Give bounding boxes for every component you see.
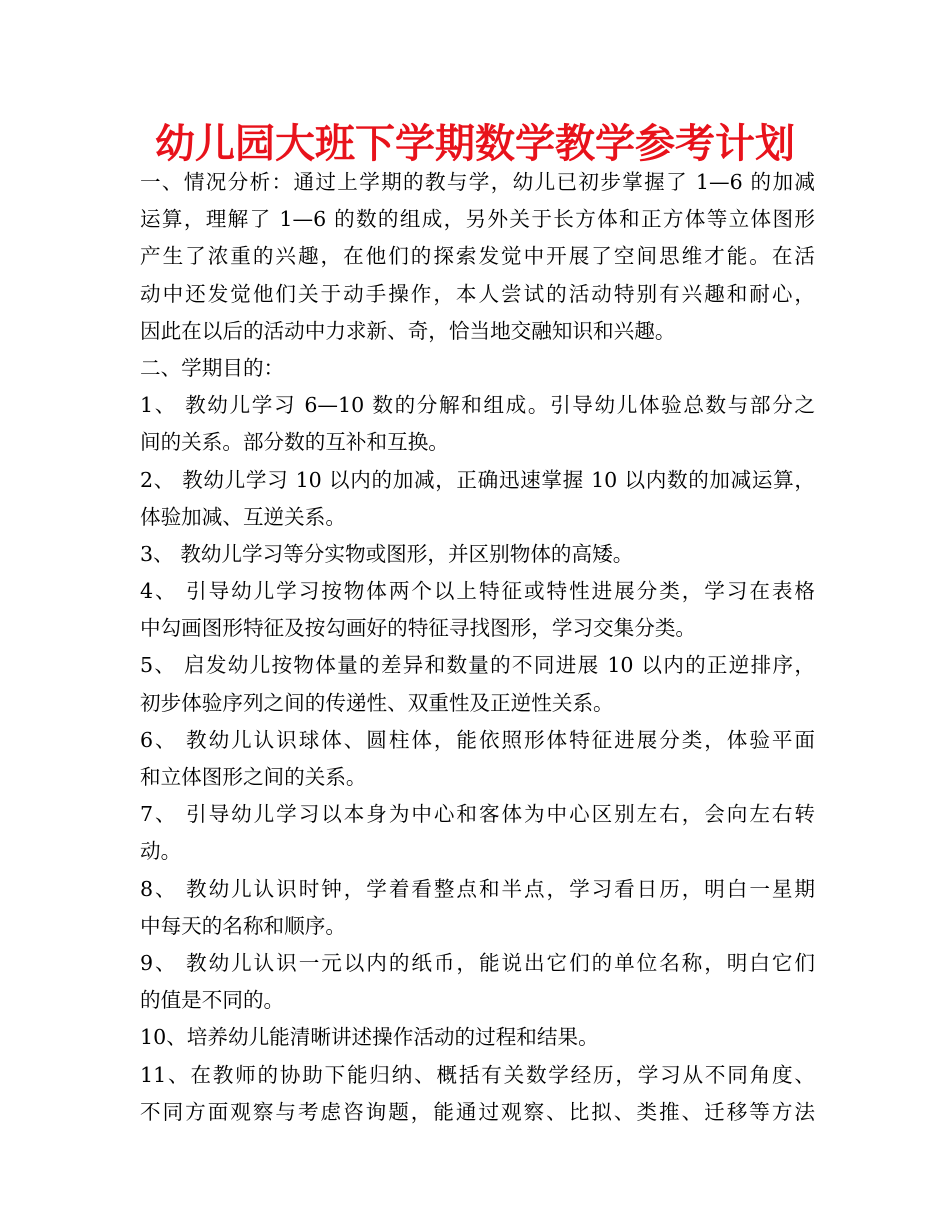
paragraph-line: 和立体图形之间的关系。 xyxy=(140,765,367,789)
paragraph-line: 7、 引导幼儿学习以本身为中心和客体为中心区别左右，会向左右转 xyxy=(140,802,815,827)
paragraph-line: 1、 教幼儿学习 6—10 数的分解和组成。引导幼儿体验总数与部分之 xyxy=(140,393,815,418)
paragraph-line: 4、 引导幼儿学习按物体两个以上特征或特性进展分类，学习在表格 xyxy=(140,579,815,604)
paragraph-line: 间的关系。部分数的互补和互换。 xyxy=(140,430,449,455)
paragraph-line: 一、情况分析：通过上学期的教与学，幼儿已初步掌握了 1—6 的加减 xyxy=(140,170,815,194)
paragraph-line: 运算，理解了 1—6 的数的组成，另外关于长方体和正方体等立体图形 xyxy=(140,207,815,232)
paragraph-line: 动中还发觉他们关于动手操作，本人尝试的活动特别有兴趣和耐心， xyxy=(140,281,815,306)
paragraph-line: 二、学期目的： xyxy=(140,355,285,380)
paragraph-line: 8、 教幼儿认识时钟，学着看整点和半点，学习看日历，明白一星期 xyxy=(140,876,815,901)
paragraph-line: 因此在以后的活动中力求新、奇，恰当地交融知识和兴趣。 xyxy=(140,318,676,343)
document-title: 幼儿园大班下学期数学教学参考计划 xyxy=(155,121,795,167)
paragraph-line: 10、培养幼儿能清晰讲述操作活动的过程和结果。 xyxy=(140,1025,599,1050)
paragraph-line: 产生了浓重的兴趣，在他们的探索发觉中开展了空间思维才能。在活 xyxy=(140,244,815,269)
paragraph-line: 中勾画图形特征及按勾画好的特征寻找图形，学习交集分类。 xyxy=(140,616,697,641)
paragraph-line: 9、 教幼儿认识一元以内的纸币，能说出它们的单位名称，明白它们 xyxy=(140,950,815,975)
paragraph-line: 3、 教幼儿学习等分实物或图形，并区别物体的高矮。 xyxy=(140,541,634,566)
paragraph-line: 6、 教幼儿认识球体、圆柱体，能依照形体特征进展分类，体验平面 xyxy=(140,727,815,752)
paragraph-line: 初步体验序列之间的传递性、双重性及正逆性关系。 xyxy=(140,690,614,715)
paragraph-line: 不同方面观察与考虑咨询题，能通过观察、比拟、类推、迁移等方法 xyxy=(140,1099,815,1124)
paragraph-line: 体验加减、互逆关系。 xyxy=(140,504,346,529)
document-body xyxy=(140,164,815,1131)
paragraph-line: 11、在教师的协助下能归纳、概括有关数学经历，学习从不同角度、 xyxy=(140,1062,815,1087)
paragraph-line: 中每天的名称和顺序。 xyxy=(140,913,346,938)
paragraph-line: 5、 启发幼儿按物体量的差异和数量的不同进展 10 以内的正逆排序， xyxy=(140,653,815,678)
paragraph-line: 2、 教幼儿学习 10 以内的加减，正确迅速掌握 10 以内数的加减运算， xyxy=(140,467,815,492)
paragraph-line: 的值是不同的。 xyxy=(140,988,285,1013)
paragraph-line: 动。 xyxy=(140,839,182,864)
